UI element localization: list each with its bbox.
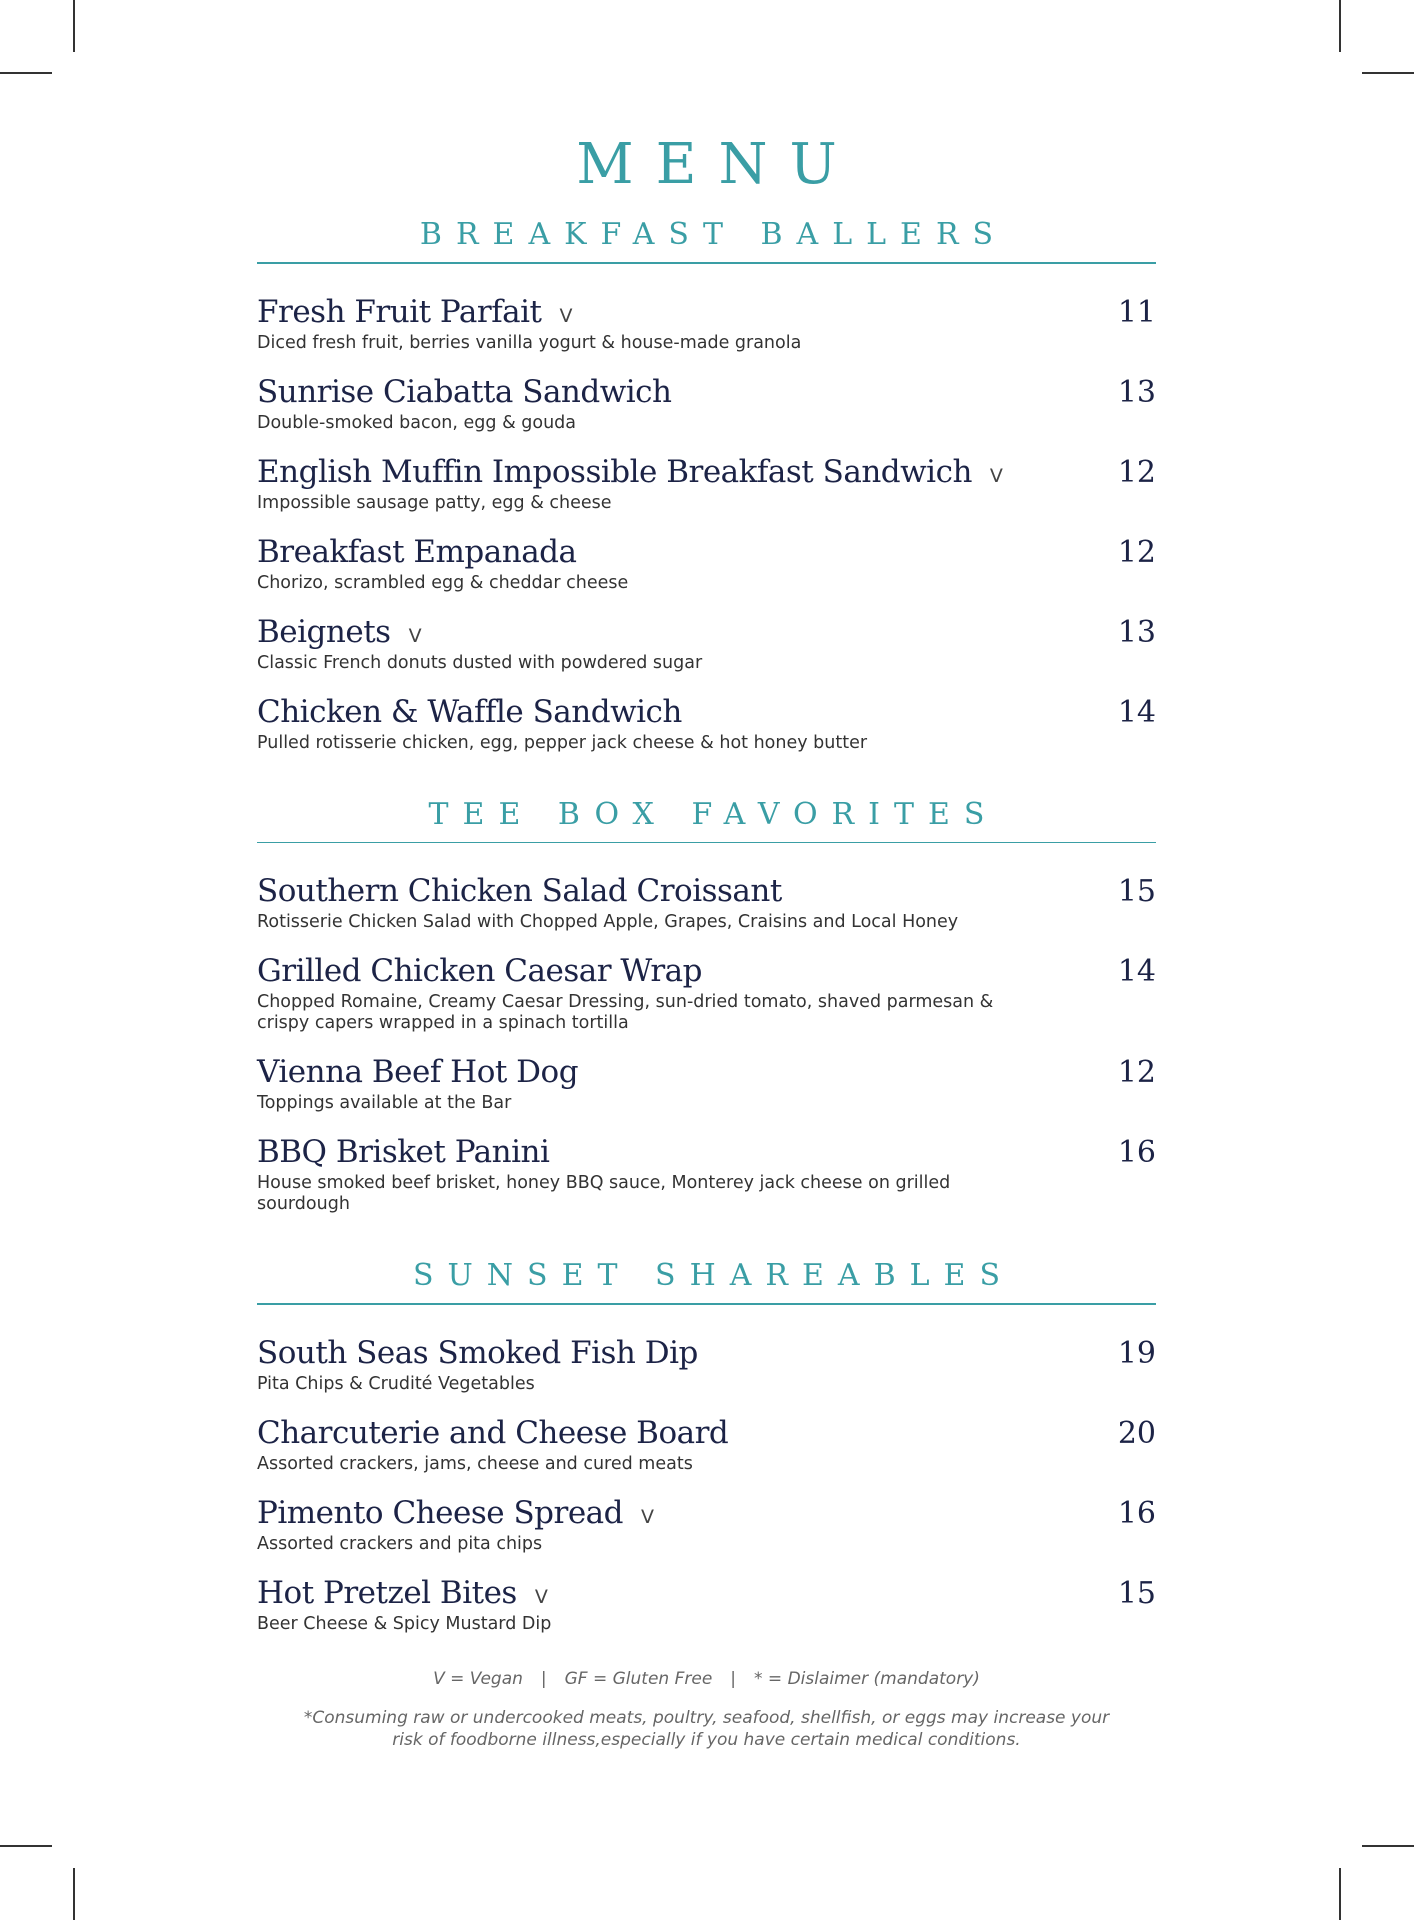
menu-item (257, 1413, 1156, 1475)
item-name: Beignets (257, 613, 391, 650)
item-price: 11 (1117, 294, 1156, 330)
section-heading: SUNSET SHAREABLES (412, 1258, 1015, 1293)
item-list (257, 843, 1156, 1215)
vegan-marker: V (559, 304, 573, 327)
menu-item (257, 532, 1156, 594)
section-heading: TEE BOX FAVORITES (428, 796, 999, 832)
item-name: Charcuterie and Cheese Board (257, 1414, 729, 1451)
item-name: Pimento Cheese Spread (257, 1494, 624, 1531)
menu-item (257, 612, 1156, 674)
legend-separator: | (730, 1668, 737, 1689)
item-name-wrap (257, 452, 1003, 492)
menu-item (257, 1052, 1156, 1114)
item-name-wrap (257, 532, 577, 572)
item-price: 14 (1117, 954, 1156, 989)
item-description: Pita Chips & Crudité Vegetables (257, 1373, 535, 1394)
item-name: Sunrise Ciabatta Sandwich (257, 373, 672, 410)
item-description: Impossible sausage patty, egg & cheese (257, 492, 612, 513)
item-name-wrap (257, 1333, 698, 1373)
item-description: House smoked beef brisket, honey BBQ sauce, Monterey jack cheese on grilled sourdough (257, 1173, 951, 1214)
item-name-wrap (257, 1052, 578, 1092)
item-name-wrap (257, 372, 672, 412)
item-description: Chopped Romaine, Creamy Caesar Dressing, sun-dried tomato, shaved parmesan & crispy capers wrapped in a spinach tortilla (257, 992, 994, 1033)
item-name: English Muffin Impossible Breakfast Sandwich (257, 453, 972, 490)
item-description: Beer Cheese & Spicy Mustard Dip (257, 1613, 552, 1634)
menu-item (257, 1333, 1156, 1395)
item-name-wrap (257, 612, 422, 652)
item-price: 14 (1117, 694, 1156, 730)
item-price: 15 (1117, 1575, 1156, 1611)
section-tee-box-favorites (257, 794, 1156, 1216)
item-price: 12 (1117, 534, 1156, 570)
vegan-marker: V (534, 1585, 548, 1608)
crop-mark-top-left-horizontal (0, 72, 52, 74)
dietary-legend (257, 1669, 1156, 1689)
item-name: Grilled Chicken Caesar Wrap (257, 953, 703, 989)
vegan-marker: V (989, 464, 1003, 487)
item-price: 19 (1117, 1335, 1156, 1371)
menu-item (257, 1132, 1156, 1215)
food-safety-disclaimer: *Consuming raw or undercooked meats, poultry, seafood, shellfish, or eggs may increase your risk of foodborne illness,especially if you have certain medical conditions. (303, 1707, 1110, 1750)
menu-item (257, 871, 1156, 933)
crop-mark-bottom-left-vertical (73, 1868, 75, 1920)
item-list (257, 264, 1156, 754)
section-breakfast-ballers (257, 214, 1156, 754)
item-name: Chicken & Waffle Sandwich (257, 693, 682, 730)
item-description: Rotisserie Chicken Salad with Chopped Apple, Grapes, Craisins and Local Honey (257, 912, 959, 932)
item-name-wrap (257, 1493, 654, 1533)
crop-mark-bottom-right-horizontal (1362, 1845, 1414, 1847)
legend-separator: | (540, 1668, 547, 1689)
crop-mark-bottom-right-vertical (1339, 1868, 1341, 1920)
menu-page (257, 130, 1156, 1751)
item-name: Breakfast Empanada (257, 533, 577, 570)
item-price: 16 (1117, 1135, 1156, 1170)
item-name-wrap (257, 292, 573, 332)
item-description: Double-smoked bacon, egg & gouda (257, 412, 577, 433)
item-price: 13 (1117, 614, 1156, 650)
vegan-marker: V (641, 1505, 655, 1528)
menu-item (257, 372, 1156, 434)
menu-item (257, 1573, 1156, 1635)
item-price: 15 (1117, 874, 1156, 909)
menu-title: MENU (576, 132, 859, 197)
item-name-wrap (257, 951, 702, 991)
item-name: Southern Chicken Salad Croissant (257, 873, 782, 909)
item-description: Assorted crackers, jams, cheese and cured meats (257, 1453, 693, 1474)
item-price: 12 (1117, 1055, 1156, 1090)
item-description: Classic French donuts dusted with powdered sugar (257, 652, 703, 673)
crop-mark-bottom-left-horizontal (0, 1845, 52, 1847)
item-description: Chorizo, scrambled egg & cheddar cheese (257, 572, 629, 593)
crop-mark-top-right-horizontal (1362, 72, 1414, 74)
menu-item (257, 292, 1156, 354)
item-description: Pulled rotisserie chicken, egg, pepper jack cheese & hot honey butter (257, 732, 868, 753)
menu-item (257, 951, 1156, 1034)
item-name: BBQ Brisket Panini (257, 1134, 550, 1170)
section-heading: BREAKFAST BALLERS (419, 217, 1008, 252)
crop-mark-top-left-vertical (73, 0, 75, 52)
item-name-wrap (257, 692, 682, 732)
item-price: 16 (1117, 1495, 1156, 1531)
item-description: Assorted crackers and pita chips (257, 1533, 543, 1554)
item-name: South Seas Smoked Fish Dip (257, 1334, 698, 1371)
crop-mark-top-right-vertical (1339, 0, 1341, 52)
item-price: 13 (1117, 374, 1156, 410)
item-name-wrap (257, 1132, 549, 1172)
section-sunset-shareables (257, 1255, 1156, 1635)
menu-item (257, 452, 1156, 514)
legend-disclaimer-key: * = Dislaimer (mandatory) (754, 1668, 980, 1689)
item-list (257, 1305, 1156, 1635)
item-name: Hot Pretzel Bites (257, 1574, 517, 1611)
item-price: 20 (1117, 1415, 1156, 1451)
legend-vegan: V = Vegan (433, 1668, 523, 1689)
item-name-wrap (257, 1573, 548, 1613)
vegan-marker: V (408, 624, 422, 647)
item-description: Toppings available at the Bar (257, 1093, 512, 1113)
menu-item (257, 692, 1156, 754)
item-description: Diced fresh fruit, berries vanilla yogurt & house-made granola (257, 332, 802, 353)
item-price: 12 (1117, 454, 1156, 490)
menu-item (257, 1493, 1156, 1555)
legend-gluten-free: GF = Gluten Free (564, 1668, 713, 1689)
item-name: Vienna Beef Hot Dog (257, 1054, 579, 1090)
item-name-wrap (257, 871, 782, 911)
item-name: Fresh Fruit Parfait (257, 293, 542, 330)
item-name-wrap (257, 1413, 728, 1453)
